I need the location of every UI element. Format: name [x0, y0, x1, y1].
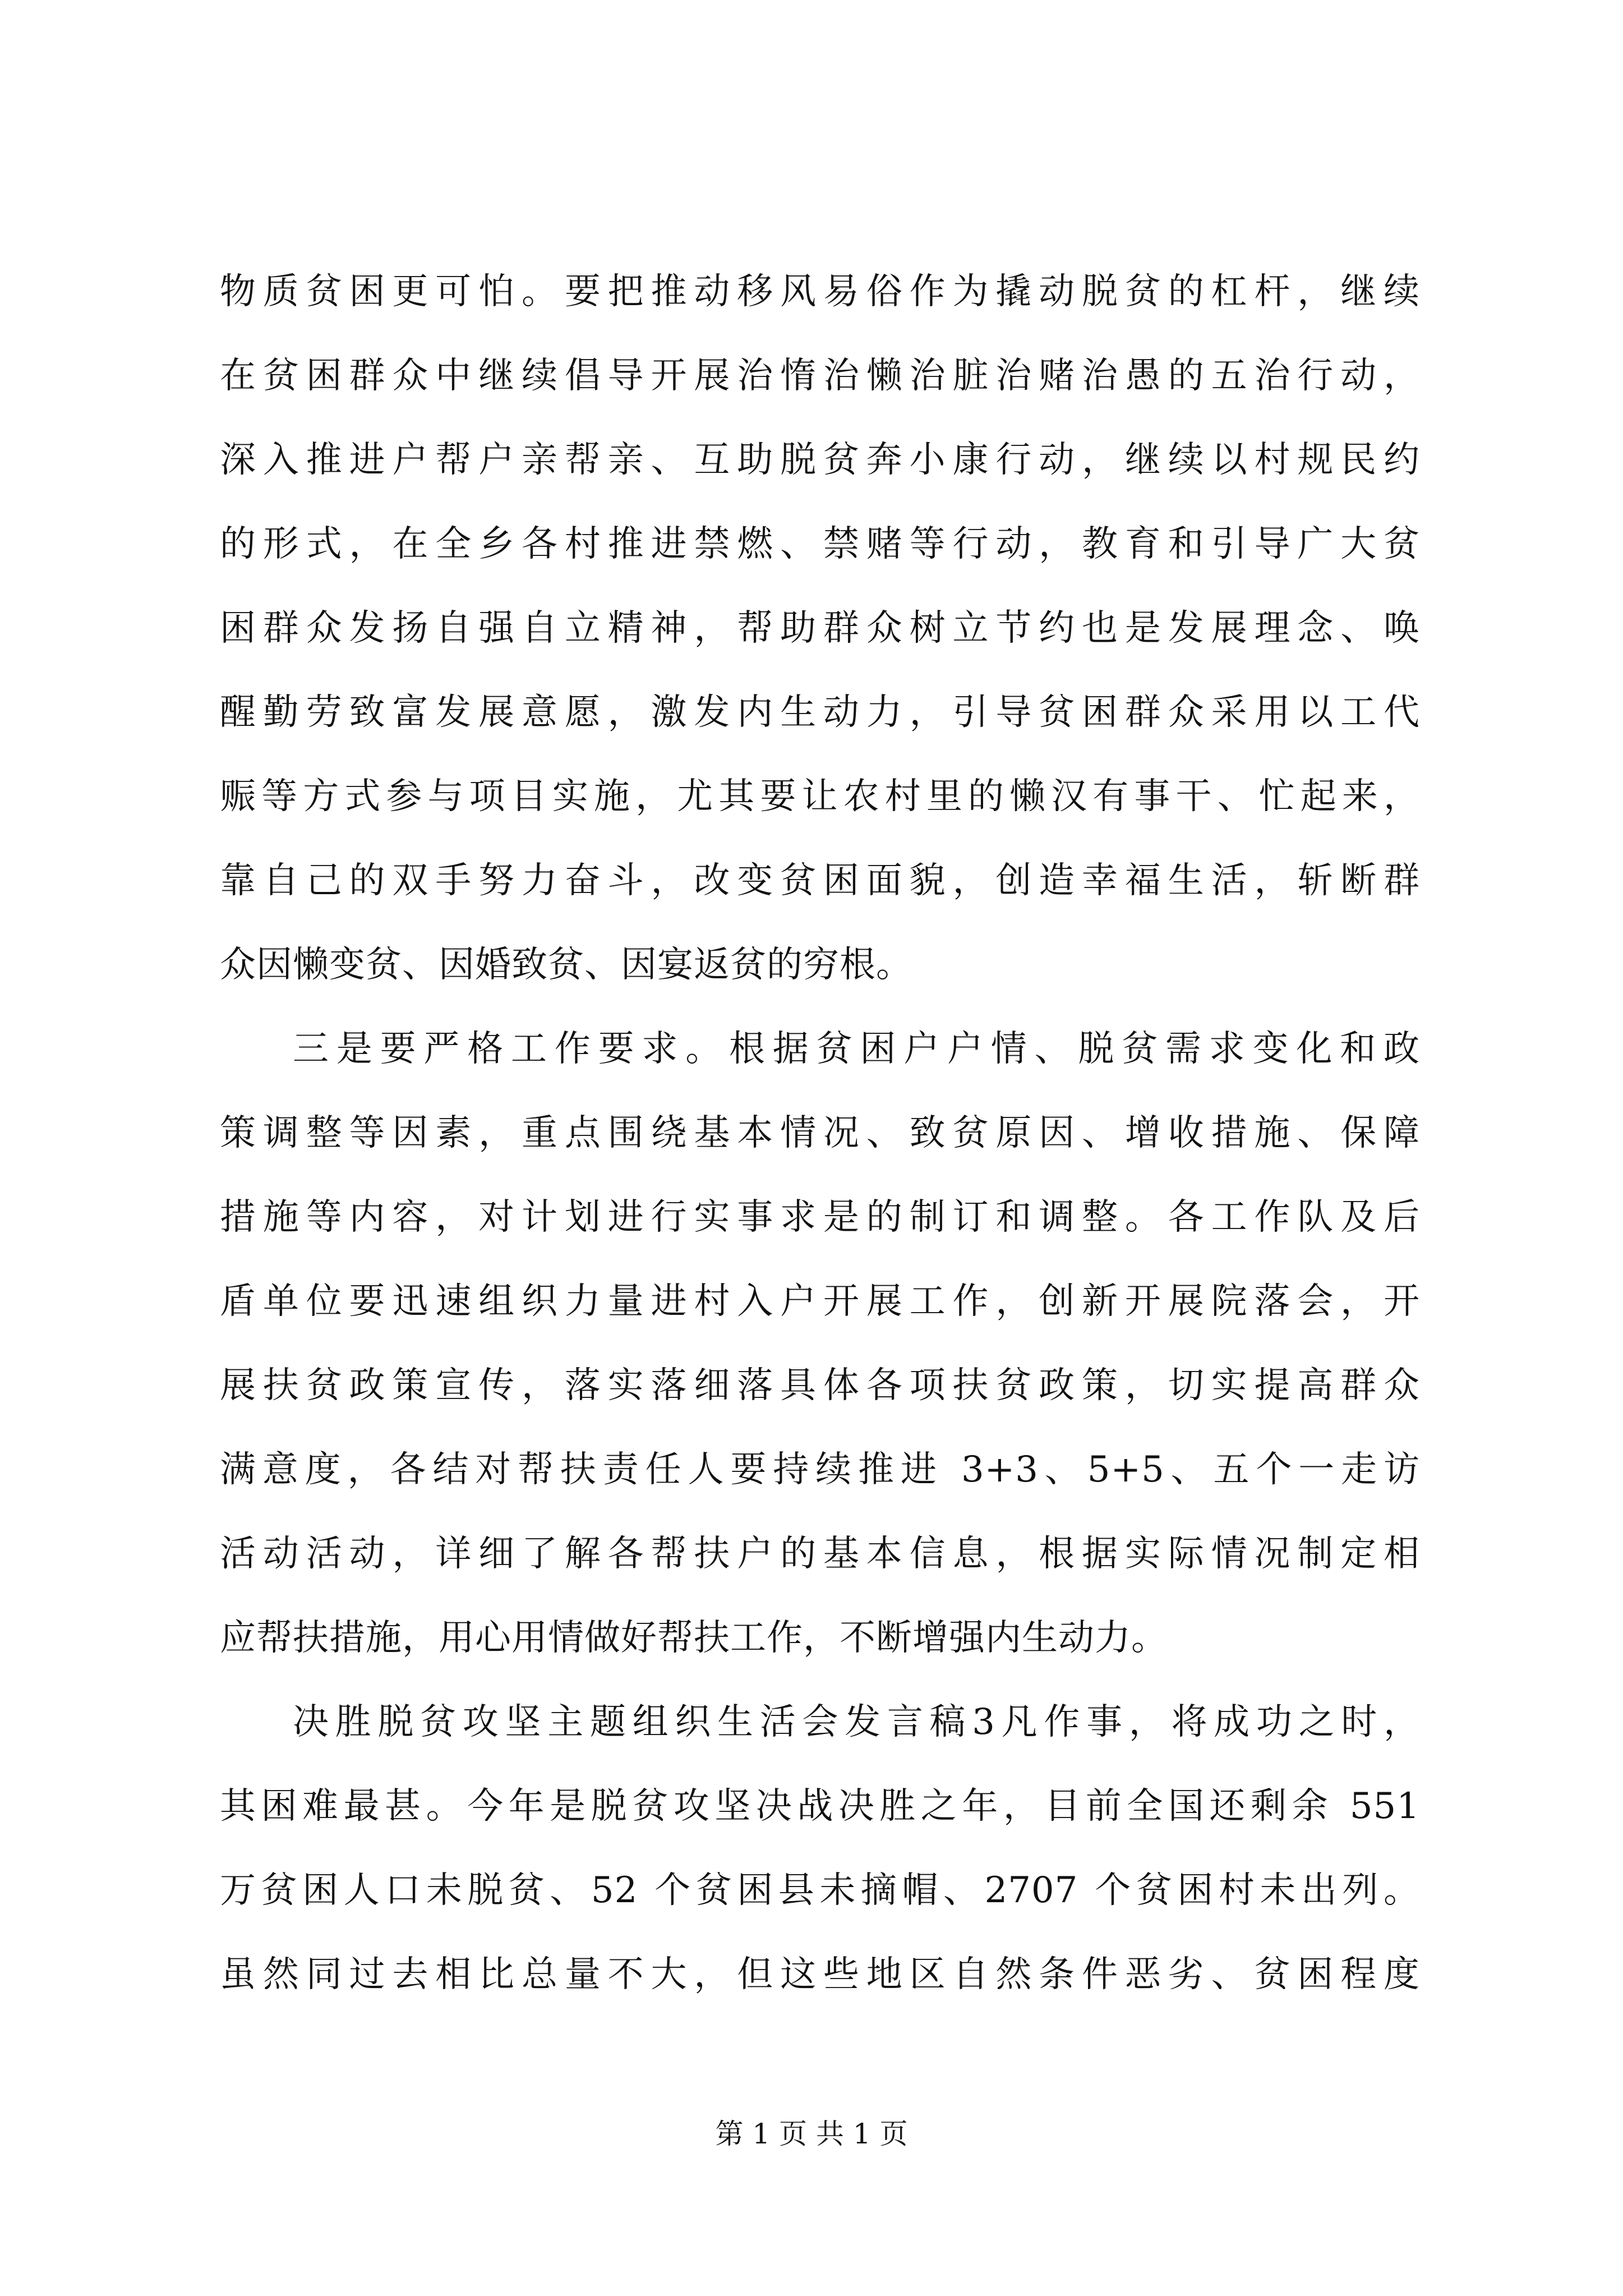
- text-line: 醒勤劳致富发展意愿，激发内生动力，引导贫困群众采用以工代: [220, 692, 1420, 733]
- paragraph-first-line: 三是要严格工作要求。根据贫困户户情、脱贫需求变化和政: [293, 1028, 1420, 1070]
- text-line: 策调整等因素，重点围绕基本情况、致贫原因、增收措施、保障: [220, 1112, 1420, 1154]
- text-line: 赈等方式参与项目实施，尤其要让农村里的懒汉有事干、忙起来，: [220, 776, 1420, 817]
- text-line: 满意度，各结对帮扶责任人要持续推进 3+3、5+5、五个一走访: [220, 1449, 1420, 1490]
- text-line: 活动活动，详细了解各帮扶户的基本信息，根据实际情况制定相: [220, 1533, 1420, 1575]
- text-line: 深入推进户帮户亲帮亲、互助脱贫奔小康行动，继续以村规民约: [220, 439, 1420, 481]
- text-line: 众因懒变贫、因婚致贫、因宴返贫的穷根。: [220, 944, 912, 986]
- text-line: 其困难最甚。今年是脱贫攻坚决战决胜之年，目前全国还剩余 551: [220, 1786, 1420, 1827]
- text-line: 的形式，在全乡各村推进禁燃、禁赌等行动，教育和引导广大贫: [220, 523, 1420, 565]
- text-line: 展扶贫政策宣传，落实落细落具体各项扶贫政策，切实提高群众: [220, 1365, 1420, 1406]
- paragraph-first-line: 决胜脱贫攻坚主题组织生活会发言稿3凡作事，将成功之时，: [293, 1701, 1420, 1743]
- text-line: 困群众发扬自强自立精神，帮助群众树立节约也是发展理念、唤: [220, 608, 1420, 649]
- text-line: 应帮扶措施，用心用情做好帮扶工作，不断增强内生动力。: [220, 1617, 1168, 1659]
- text-line: 虽然同过去相比总量不大，但这些地区自然条件恶劣、贫困程度: [220, 1954, 1420, 1995]
- text-line: 靠自己的双手努力奋斗，改变贫困面貌，创造幸福生活，斩断群: [220, 860, 1420, 901]
- text-line: 物质贫困更可怕。要把推动移风易俗作为撬动脱贫的杠杆，继续: [220, 271, 1420, 312]
- text-line: 在贫困群众中继续倡导开展治惰治懒治脏治赌治愚的五治行动，: [220, 355, 1420, 397]
- page-number-footer: 第 1 页 共 1 页: [715, 2118, 908, 2150]
- document-body: [220, 250, 1420, 2017]
- text-line: 盾单位要迅速组织力量进村入户开展工作，创新开展院落会，开: [220, 1281, 1420, 1322]
- text-line: 万贫困人口未脱贫、52 个贫困县未摘帽、2707 个贫困村未出列。: [220, 1870, 1420, 1911]
- text-line: 措施等内容，对计划进行实事求是的制订和调整。各工作队及后: [220, 1197, 1420, 1238]
